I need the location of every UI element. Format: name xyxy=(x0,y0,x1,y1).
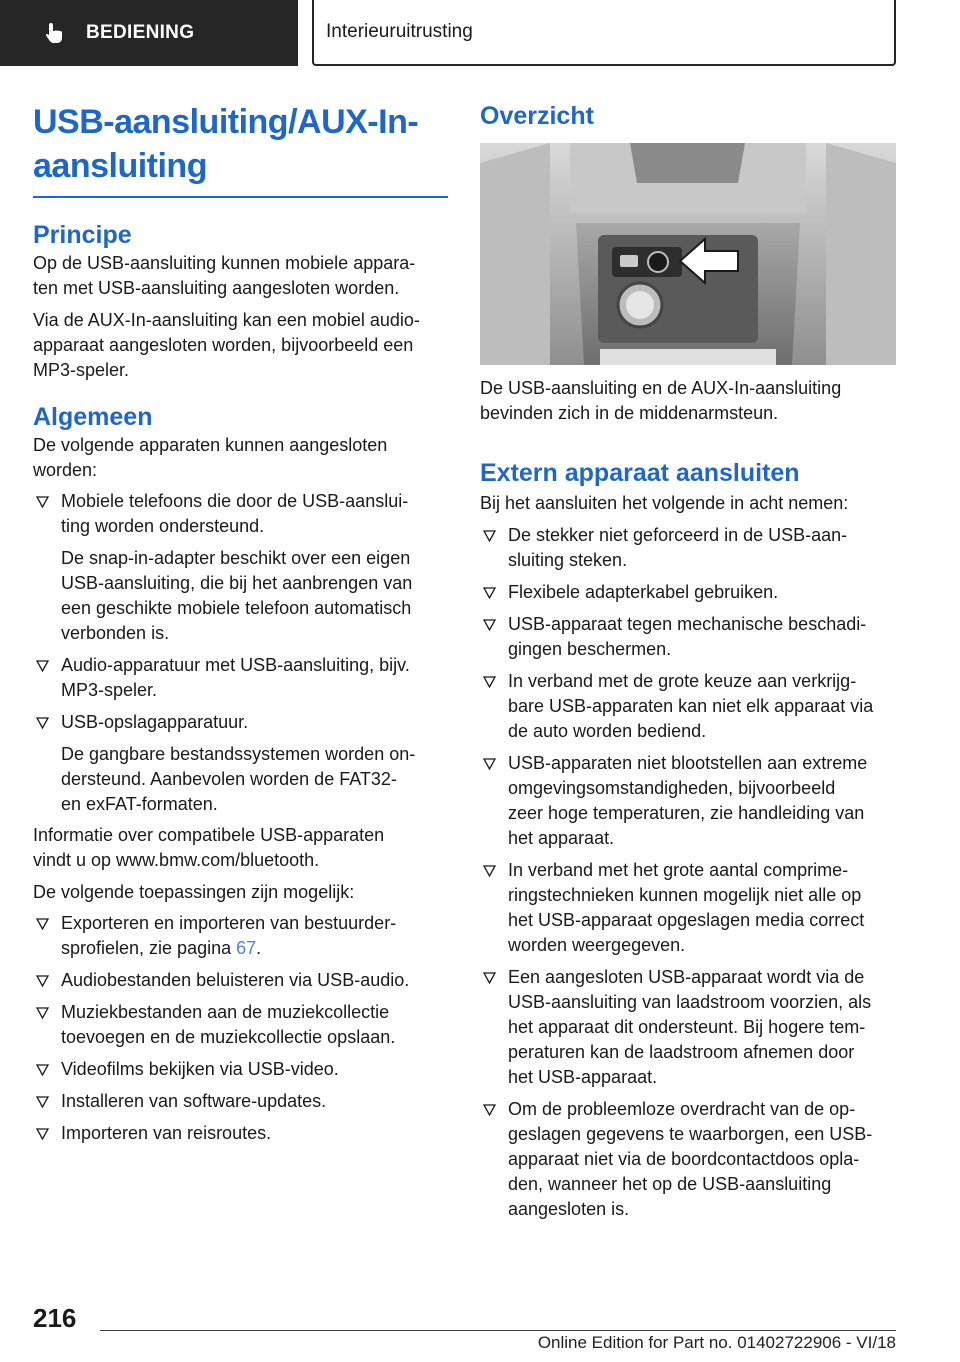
list-item: Exporteren en importeren van bestuurder- sprofielen, zie pagina 67. xyxy=(33,911,448,961)
triangle-bullet-icon xyxy=(483,1104,496,1116)
list-item: Audio-apparatuur met USB-aansluiting, bijv. MP3-speler. xyxy=(33,653,448,703)
list-item: Videofilms bekijken via USB-video. xyxy=(33,1057,448,1082)
list-item: Installeren van software-updates. xyxy=(33,1089,448,1114)
section-tab-label: BEDIENING xyxy=(86,22,195,43)
edition-text: Online Edition for Part no. 01402722906 - VI/18 xyxy=(537,1333,896,1352)
triangle-bullet-icon xyxy=(483,676,496,688)
triangle-bullet-icon xyxy=(36,1096,49,1108)
title-divider xyxy=(33,196,448,198)
triangle-bullet-icon xyxy=(483,587,496,599)
list-item: Flexibele adapterkabel gebruiken. xyxy=(480,580,896,605)
page-header xyxy=(0,0,960,66)
list-item: Een aangesloten USB-apparaat wordt via de USB-aansluiting van laadstroom voorzien, als het apparaat dit ondersteunt. Bij hogere tem- peraturen kan de laadstroom afnemen door het USB-apparaat. xyxy=(480,965,896,1090)
list-item: USB-apparaten niet blootstellen aan extreme omgevingsomstandigheden, bijvoorbeeld zeer hoge temperaturen, zie handleiding van het apparaat. xyxy=(480,751,896,851)
triangle-bullet-icon xyxy=(36,1128,49,1140)
triangle-bullet-icon xyxy=(483,530,496,542)
photo-caption: De USB-aansluiting en de AUX-In-aansluiting bevinden zich in de middenarmsteun. xyxy=(480,378,842,423)
heading-extern-apparaat: Extern apparaat aansluiten xyxy=(480,459,800,487)
list-item: Audiobestanden beluisteren via USB-audio. xyxy=(33,968,448,993)
list-item: Importeren van reisroutes. xyxy=(33,1121,448,1146)
triangle-bullet-icon xyxy=(36,1064,49,1076)
principe-paragraph-1: Op de USB-aansluiting kunnen mobiele appara- ten met USB-aansluiting aangesloten worden. xyxy=(33,253,416,298)
triangle-bullet-icon xyxy=(36,918,49,930)
list-item: Muziekbestanden aan de muziekcollectie toevoegen en de muziekcollectie opslaan. xyxy=(33,1000,448,1050)
triangle-bullet-icon xyxy=(36,1007,49,1019)
application-list xyxy=(33,911,448,1146)
heading-overzicht: Overzicht xyxy=(480,102,594,130)
device-list xyxy=(33,489,448,817)
apps-intro: De volgende toepassingen zijn mogelijk: xyxy=(33,882,355,902)
list-item: USB-apparaat tegen mechanische beschadi- gingen beschermen. xyxy=(480,612,896,662)
chapter-tab-label: Interieuruitrusting xyxy=(326,21,473,42)
principe-paragraph-2: Via de AUX-In-aansluiting kan een mobiel audio- apparaat aangesloten worden, bijvoorbeeld een MP3-speler. xyxy=(33,310,420,380)
list-item: In verband met de grote keuze aan verkrijg- bare USB-apparaten kan niet elk apparaat via de auto worden bediend. xyxy=(480,669,896,744)
algemeen-intro: De volgende apparaten kunnen aangesloten worden: xyxy=(33,435,388,480)
page-number: 216 xyxy=(33,1303,77,1333)
triangle-bullet-icon xyxy=(36,975,49,987)
triangle-bullet-icon xyxy=(483,865,496,877)
edition-footer xyxy=(474,1333,896,1353)
right-column xyxy=(480,100,896,1222)
connection-tips-list xyxy=(480,523,896,1222)
armrest-usb-photo xyxy=(480,143,896,365)
list-item: In verband met het grote aantal comprime- ringstechnieken kunnen mogelijk niet alle op het USB-apparaat opgeslagen media correct worden weergegeven. xyxy=(480,858,896,958)
extern-intro: Bij het aansluiten het volgende in acht nemen: xyxy=(480,493,849,513)
triangle-bullet-icon xyxy=(483,619,496,631)
compatibility-info: Informatie over compatibele USB-apparaten vindt u op www.bmw.com/bluetooth. xyxy=(33,825,385,870)
chapter-tab xyxy=(312,0,896,66)
triangle-bullet-icon xyxy=(483,972,496,984)
heading-principe: Principe xyxy=(33,221,132,249)
list-item: Om de probleemloze overdracht van de op- geslagen gegevens te waarborgen, een USB- apparaat niet via de boordcontactdoos opla- den, wanneer het op de USB-aansluiting aangesloten is. xyxy=(480,1097,896,1222)
footer-divider xyxy=(100,1330,896,1331)
triangle-bullet-icon xyxy=(483,758,496,770)
heading-algemeen: Algemeen xyxy=(33,403,153,431)
armrest-illustration xyxy=(480,143,896,365)
hand-pointer-icon xyxy=(42,21,66,45)
triangle-bullet-icon xyxy=(36,660,49,672)
left-column xyxy=(33,100,448,1146)
page-link[interactable]: 67 xyxy=(236,938,257,958)
section-tab xyxy=(0,0,298,66)
list-item: De stekker niet geforceerd in de USB-aan- sluiting steken. xyxy=(480,523,896,573)
triangle-bullet-icon xyxy=(36,717,49,729)
page-title: USB-aansluiting/AUX-In- aansluiting xyxy=(33,103,419,185)
triangle-bullet-icon xyxy=(36,496,49,508)
list-item: USB-opslagapparatuur. De gangbare bestandssystemen worden on- dersteund. Aanbevolen worden de FAT32- en exFAT-formaten. xyxy=(33,710,448,817)
list-item: Mobiele telefoons die door de USB-aanslui- ting worden ondersteund. De snap-in-adapter beschikt over een eigen USB-aansluiting, die bij het aanbrengen van een geschikte mobiele telefoon automatisch verbonden is. xyxy=(33,489,448,646)
